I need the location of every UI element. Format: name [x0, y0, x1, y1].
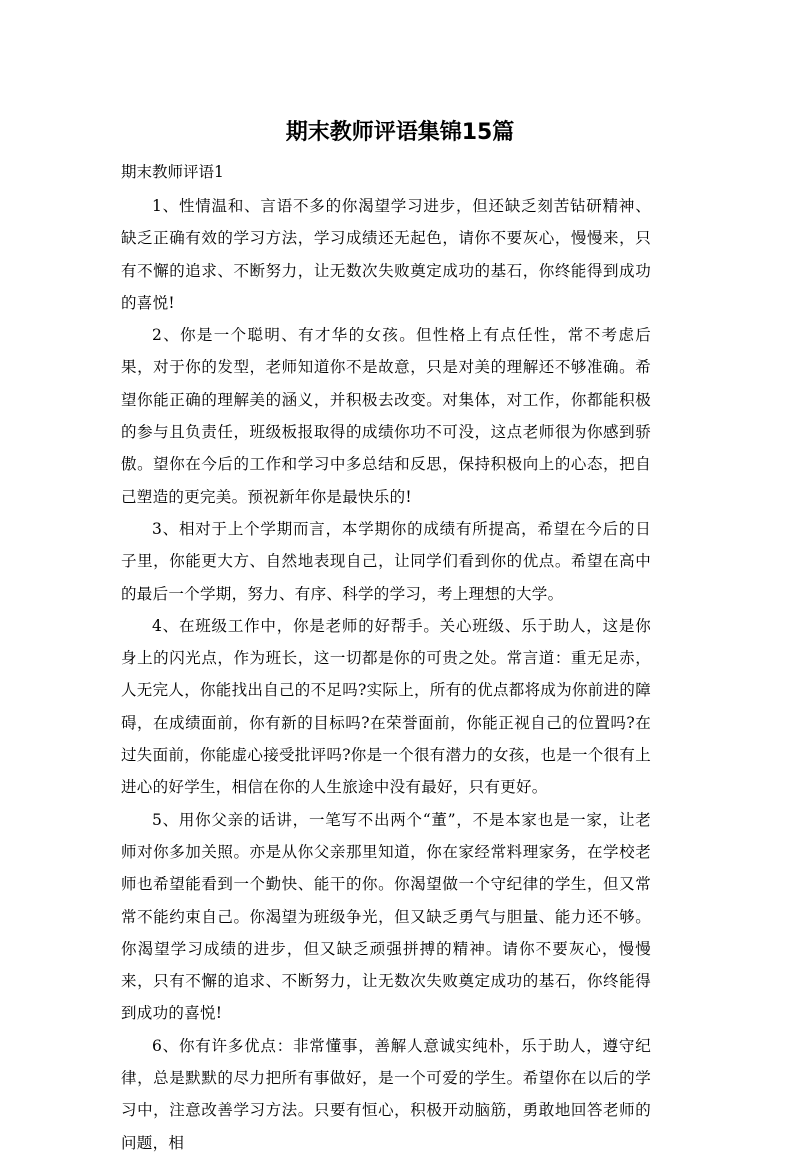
paragraph-5: 5、用你父亲的话讲，一笔写不出两个“董”，不是本家也是一家，让老师对你多加关照。亦是从你父亲那里知道，你在家经常料理家务，在学校老师也希望能看到一个勤快、能干的你。你渴望做一个守纪律的学生，但又常常不能约束自己。你渴望为班级争光，但又缺乏勇气与胆量、能力还不够。你渴望学习成绩的进步，但又缺乏顽强拼搏的精神。请你不要灰心，慢慢来，只有不懈的追求、不断努力，让无数次失败奠定成功的基石，你终能得到成功的喜悦! [121, 810, 651, 1023]
paragraph-6: 6、你有许多优点：非常懂事，善解人意诚实纯朴，乐于助人，遵守纪律，总是默默的尽力把所有事做好，是一个可爱的学生。希望你在以后的学习中，注意改善学习方法。只要有恒心，积极开动脑筋，勇敢地回答老师的问题，相 [121, 1036, 651, 1152]
document-title: 期末教师评语集锦15篇 [285, 120, 515, 145]
paragraph-3: 3、相对于上个学期而言，本学期你的成绩有所提高，希望在今后的日子里，你能更大方、自然地表现自己，让同学们看到你的优点。希望在高中的最后一个学期，努力、有序、科学的学习，考上理想的大学。 [121, 519, 651, 603]
paragraph-4: 4、在班级工作中，你是老师的好帮手。关心班级、乐于助人，这是你身上的闪光点，作为班长，这一切都是你的可贵之处。常言道：重无足赤，人无完人，你能找出自己的不足吗?实际上，所有的优点都将成为你前进的障碍，在成绩面前，你有新的目标吗?在荣誉面前，你能正视自己的位置吗?在过失面前，你能虚心接受批评吗?你是一个很有潜力的女孩，也是一个很有上进心的好学生，相信在你的人生旅途中没有最好，只有更好。 [121, 616, 652, 797]
section-heading: 期末教师评语1 [121, 163, 224, 181]
paragraph-1: 1、性情温和、言语不多的你渴望学习进步，但还缺乏刻苦钻研精神、缺乏正确有效的学习方法，学习成绩还无起色，请你不要灰心，慢慢来，只有不懈的追求、不断努力，让无数次失败奠定成功的基石，你终能得到成功的喜悦! [121, 197, 651, 312]
document-body [121, 190, 651, 1159]
paragraph-2: 2、你是一个聪明、有才华的女孩。但性格上有点任性，常不考虑后果，对于你的发型，老师知道你不是故意，只是对美的理解还不够准确。希望你能正确的理解美的涵义，并积极去改变。对集体，对工作，你都能积极的参与且负责任，班级板报取得的成绩你功不可没，这点老师很为你感到骄傲。望你在今后的工作和学习中多总结和反思，保持积极向上的心态，把自己塑造的更完美。预祝新年你是最快乐的! [121, 326, 651, 506]
